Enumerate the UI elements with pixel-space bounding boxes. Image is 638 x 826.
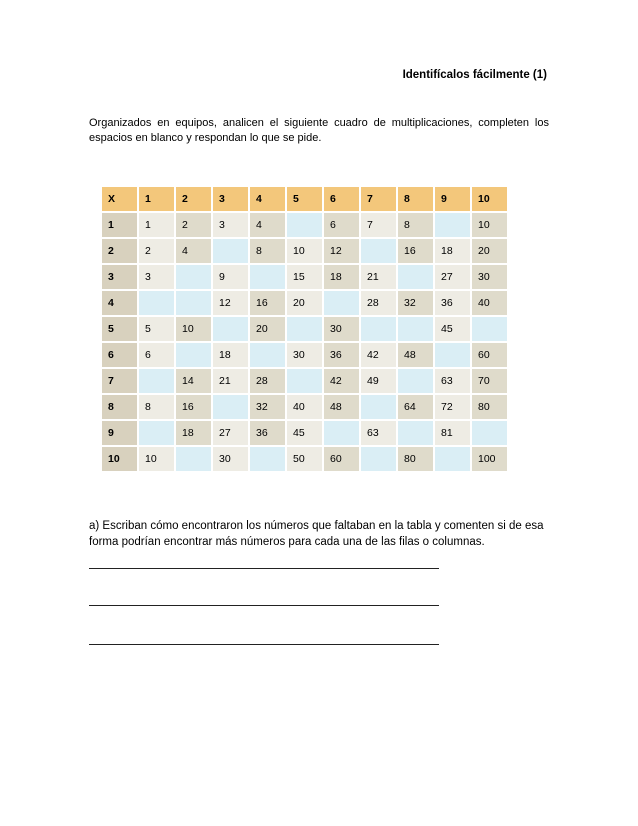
blank-cell[interactable] — [361, 239, 396, 263]
table-cell: 2 — [176, 213, 211, 237]
table-cell: 27 — [213, 421, 248, 445]
table-row — [102, 369, 507, 393]
table-cell: 5 — [139, 317, 174, 341]
table-row — [102, 291, 507, 315]
table-row — [102, 343, 507, 367]
blank-cell[interactable] — [435, 447, 470, 471]
blank-cell[interactable] — [472, 317, 507, 341]
row-header-cell: 8 — [102, 395, 137, 419]
table-cell: 49 — [361, 369, 396, 393]
table-row — [102, 395, 507, 419]
table-cell: 63 — [361, 421, 396, 445]
table-cell: 3 — [213, 213, 248, 237]
table-cell: 4 — [250, 213, 285, 237]
table-cell: 10 — [139, 447, 174, 471]
table-cell: 80 — [472, 395, 507, 419]
blank-cell[interactable] — [361, 317, 396, 341]
blank-cell[interactable] — [176, 343, 211, 367]
table-cell: 20 — [250, 317, 285, 341]
row-header-cell: 5 — [102, 317, 137, 341]
blank-cell[interactable] — [213, 395, 248, 419]
table-cell: 40 — [472, 291, 507, 315]
question-a: a) Escriban cómo encontraron los números que faltaban en la tabla y comenten si de esa forma podrían encontrar más números para cada una de las filas o columnas. — [89, 520, 544, 548]
table-cell: 10 — [472, 213, 507, 237]
table-cell: 60 — [324, 447, 359, 471]
blank-cell[interactable] — [176, 265, 211, 289]
answer-line-3[interactable] — [89, 644, 439, 645]
column-header-cell: 8 — [398, 187, 433, 211]
table-cell: 27 — [435, 265, 470, 289]
table-row — [102, 317, 507, 341]
table-row — [102, 213, 507, 237]
table-cell: 18 — [176, 421, 211, 445]
table-cell: 4 — [176, 239, 211, 263]
table-cell: 42 — [361, 343, 396, 367]
table-cell: 30 — [472, 265, 507, 289]
table-cell: 36 — [435, 291, 470, 315]
blank-cell[interactable] — [287, 317, 322, 341]
blank-cell[interactable] — [176, 447, 211, 471]
table-cell: 8 — [250, 239, 285, 263]
row-header-cell: 3 — [102, 265, 137, 289]
blank-cell[interactable] — [398, 265, 433, 289]
table-cell: 48 — [398, 343, 433, 367]
table-cell: 1 — [139, 213, 174, 237]
blank-cell[interactable] — [398, 317, 433, 341]
blank-cell[interactable] — [361, 447, 396, 471]
column-header-cell: 5 — [287, 187, 322, 211]
multiplication-table — [100, 185, 509, 473]
table-row — [102, 447, 507, 471]
table-cell: 72 — [435, 395, 470, 419]
table-cell: 28 — [361, 291, 396, 315]
table-cell: 12 — [324, 239, 359, 263]
table-cell: 8 — [139, 395, 174, 419]
table-cell: 30 — [213, 447, 248, 471]
blank-cell[interactable] — [250, 343, 285, 367]
table-cell: 16 — [250, 291, 285, 315]
table-cell: 21 — [213, 369, 248, 393]
table-cell: 6 — [139, 343, 174, 367]
row-header-cell: 1 — [102, 213, 137, 237]
column-header-cell: 4 — [250, 187, 285, 211]
row-header-cell: 4 — [102, 291, 137, 315]
table-cell: 7 — [361, 213, 396, 237]
column-header-cell: 6 — [324, 187, 359, 211]
table-cell: 100 — [472, 447, 507, 471]
table-cell: 60 — [472, 343, 507, 367]
blank-cell[interactable] — [398, 369, 433, 393]
table-cell: 9 — [213, 265, 248, 289]
answer-line-2[interactable] — [89, 605, 439, 606]
column-header-cell: 10 — [472, 187, 507, 211]
column-header-cell: X — [102, 187, 137, 211]
table-cell: 50 — [287, 447, 322, 471]
table-header-row — [102, 187, 507, 211]
table-cell: 28 — [250, 369, 285, 393]
table-cell: 63 — [435, 369, 470, 393]
table-row — [102, 239, 507, 263]
table-cell: 45 — [435, 317, 470, 341]
table-cell: 45 — [287, 421, 322, 445]
table-cell: 2 — [139, 239, 174, 263]
row-header-cell: 6 — [102, 343, 137, 367]
blank-cell[interactable] — [213, 317, 248, 341]
table-cell: 36 — [250, 421, 285, 445]
column-header-cell: 7 — [361, 187, 396, 211]
table-row — [102, 421, 507, 445]
instructions-paragraph: Organizados en equipos, analicen el siguiente cuadro de multiplicaciones, completen los espacios en blanco y respondan lo que se pide. — [89, 117, 549, 144]
row-header-cell: 7 — [102, 369, 137, 393]
blank-cell[interactable] — [435, 213, 470, 237]
table-cell: 8 — [398, 213, 433, 237]
table-cell: 48 — [324, 395, 359, 419]
table-cell: 18 — [435, 239, 470, 263]
table-cell: 32 — [398, 291, 433, 315]
table-cell: 32 — [250, 395, 285, 419]
worksheet-title: Identifícalos fácilmente (1) — [402, 69, 547, 81]
blank-cell[interactable] — [139, 421, 174, 445]
table-cell: 36 — [324, 343, 359, 367]
table-cell: 21 — [361, 265, 396, 289]
column-header-cell: 2 — [176, 187, 211, 211]
table-cell: 30 — [287, 343, 322, 367]
column-header-cell: 9 — [435, 187, 470, 211]
table-cell: 20 — [287, 291, 322, 315]
table-cell: 70 — [472, 369, 507, 393]
blank-cell[interactable] — [213, 239, 248, 263]
table-cell: 15 — [287, 265, 322, 289]
answer-line-1[interactable] — [89, 568, 439, 569]
table-cell: 16 — [398, 239, 433, 263]
table-cell: 80 — [398, 447, 433, 471]
row-header-cell: 10 — [102, 447, 137, 471]
blank-cell[interactable] — [139, 369, 174, 393]
blank-cell[interactable] — [398, 421, 433, 445]
blank-cell[interactable] — [250, 265, 285, 289]
table-cell: 18 — [213, 343, 248, 367]
table-cell: 14 — [176, 369, 211, 393]
blank-cell[interactable] — [287, 369, 322, 393]
blank-cell[interactable] — [250, 447, 285, 471]
table-cell: 6 — [324, 213, 359, 237]
table-cell: 40 — [287, 395, 322, 419]
table-cell: 30 — [324, 317, 359, 341]
blank-cell[interactable] — [324, 291, 359, 315]
table-cell: 12 — [213, 291, 248, 315]
table-row — [102, 265, 507, 289]
table-cell: 3 — [139, 265, 174, 289]
blank-cell[interactable] — [435, 343, 470, 367]
row-header-cell: 2 — [102, 239, 137, 263]
blank-cell[interactable] — [176, 291, 211, 315]
blank-cell[interactable] — [361, 395, 396, 419]
table-cell: 10 — [176, 317, 211, 341]
blank-cell[interactable] — [324, 421, 359, 445]
table-cell: 64 — [398, 395, 433, 419]
table-cell: 81 — [435, 421, 470, 445]
table-cell: 20 — [472, 239, 507, 263]
blank-cell[interactable] — [139, 291, 174, 315]
table-cell: 16 — [176, 395, 211, 419]
blank-cell[interactable] — [472, 421, 507, 445]
table-cell: 10 — [287, 239, 322, 263]
table-cell: 42 — [324, 369, 359, 393]
table-cell: 18 — [324, 265, 359, 289]
blank-cell[interactable] — [287, 213, 322, 237]
row-header-cell: 9 — [102, 421, 137, 445]
column-header-cell: 1 — [139, 187, 174, 211]
column-header-cell: 3 — [213, 187, 248, 211]
